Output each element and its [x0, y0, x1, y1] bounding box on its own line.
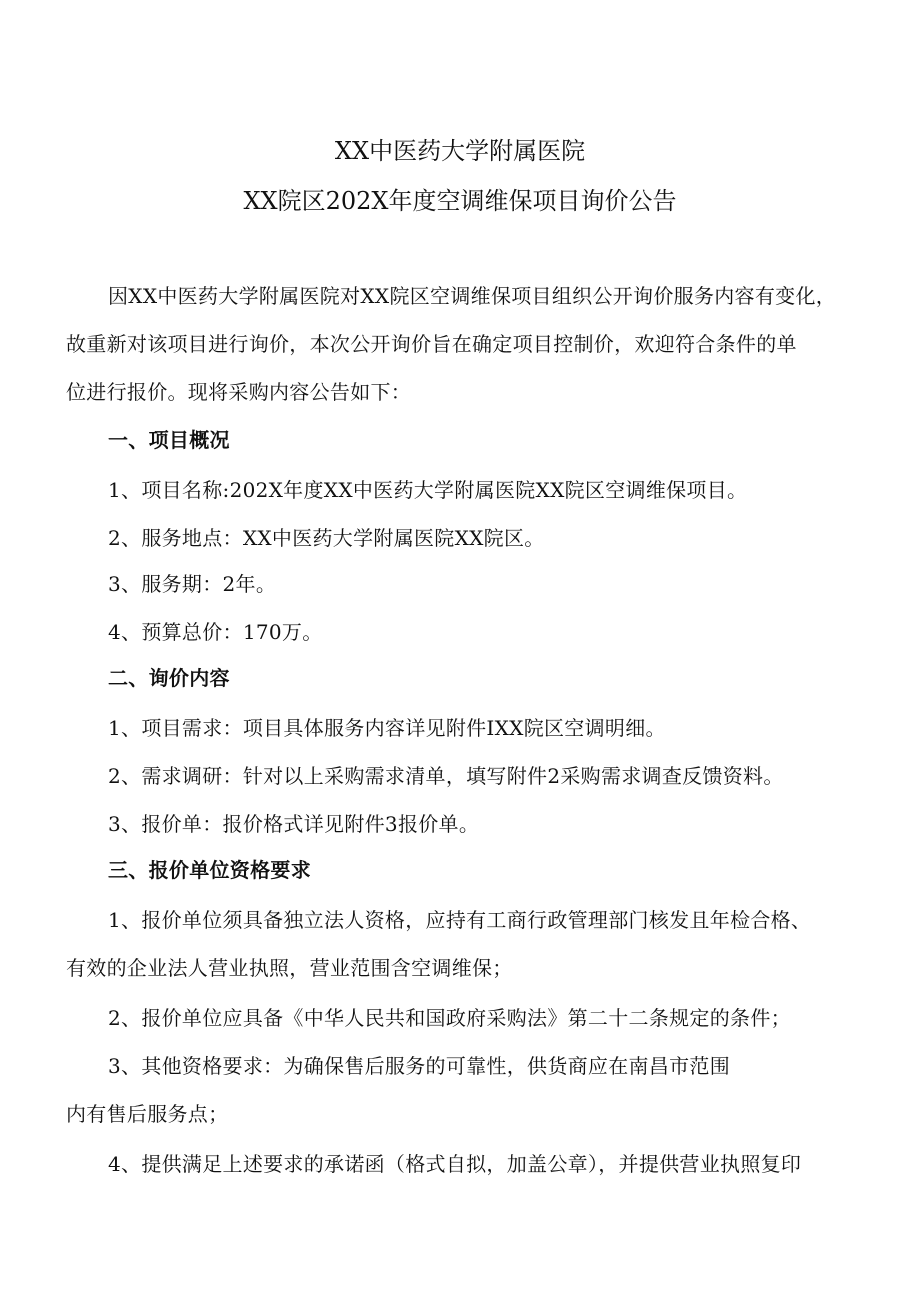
section-3-line-6: 4、提供满足上述要求的承诺函（格式自拟，加盖公章），并提供营业执照复印 [108, 1152, 802, 1176]
section-1-item-4: 4、预算总价：170万。 [108, 620, 323, 644]
section-3-line-1: 1、报价单位须具备独立法人资格，应持有工商行政管理部门核发且年检合格、 [108, 908, 812, 932]
section-1-item-1: 1、项目名称:202X年度XX中医药大学附属医院XX院区空调维保项目。 [108, 478, 748, 502]
intro-line-3: 位进行报价。现将采购内容公告如下： [66, 380, 412, 404]
section-3-line-5: 内有售后服务点； [66, 1102, 229, 1126]
section-3-line-3: 2、报价单位应具备《中华人民共和国政府采购法》第二十二条规定的条件； [108, 1006, 791, 1030]
section-3-line-4: 3、其他资格要求：为确保售后服务的可靠性，供货商应在南昌市范围 [108, 1054, 731, 1078]
section-1-item-3: 3、服务期：2年。 [108, 572, 277, 596]
document-title-line-2: XX院区202X年度空调维保项目询价公告 [243, 187, 677, 215]
section-3-heading: 三、报价单位资格要求 [108, 858, 311, 882]
document-title-line-1: XX中医药大学附属医院 [334, 137, 586, 165]
section-1-heading: 一、项目概况 [108, 428, 230, 452]
section-2-item-2: 2、需求调研：针对以上采购需求清单，填写附件2采购需求调查反馈资料。 [108, 764, 784, 788]
section-2-item-1: 1、项目需求：项目具体服务内容详见附件IXX院区空调明细。 [108, 716, 666, 740]
section-2-heading: 二、询价内容 [108, 666, 230, 690]
intro-line-1: 因XX中医药大学附属医院对XX院区空调维保项目组织公开询价服务内容有变化， [108, 284, 837, 308]
section-2-item-3: 3、报价单：报价格式详见附件3报价单。 [108, 812, 480, 836]
intro-line-2: 故重新对该项目进行询价，本次公开询价旨在确定项目控制价，欢迎符合条件的单 [66, 332, 797, 356]
section-3-line-2: 有效的企业法人营业执照，营业范围含空调维保； [66, 956, 513, 980]
section-1-item-2: 2、服务地点：XX中医药大学附属医院XX院区。 [108, 526, 545, 550]
